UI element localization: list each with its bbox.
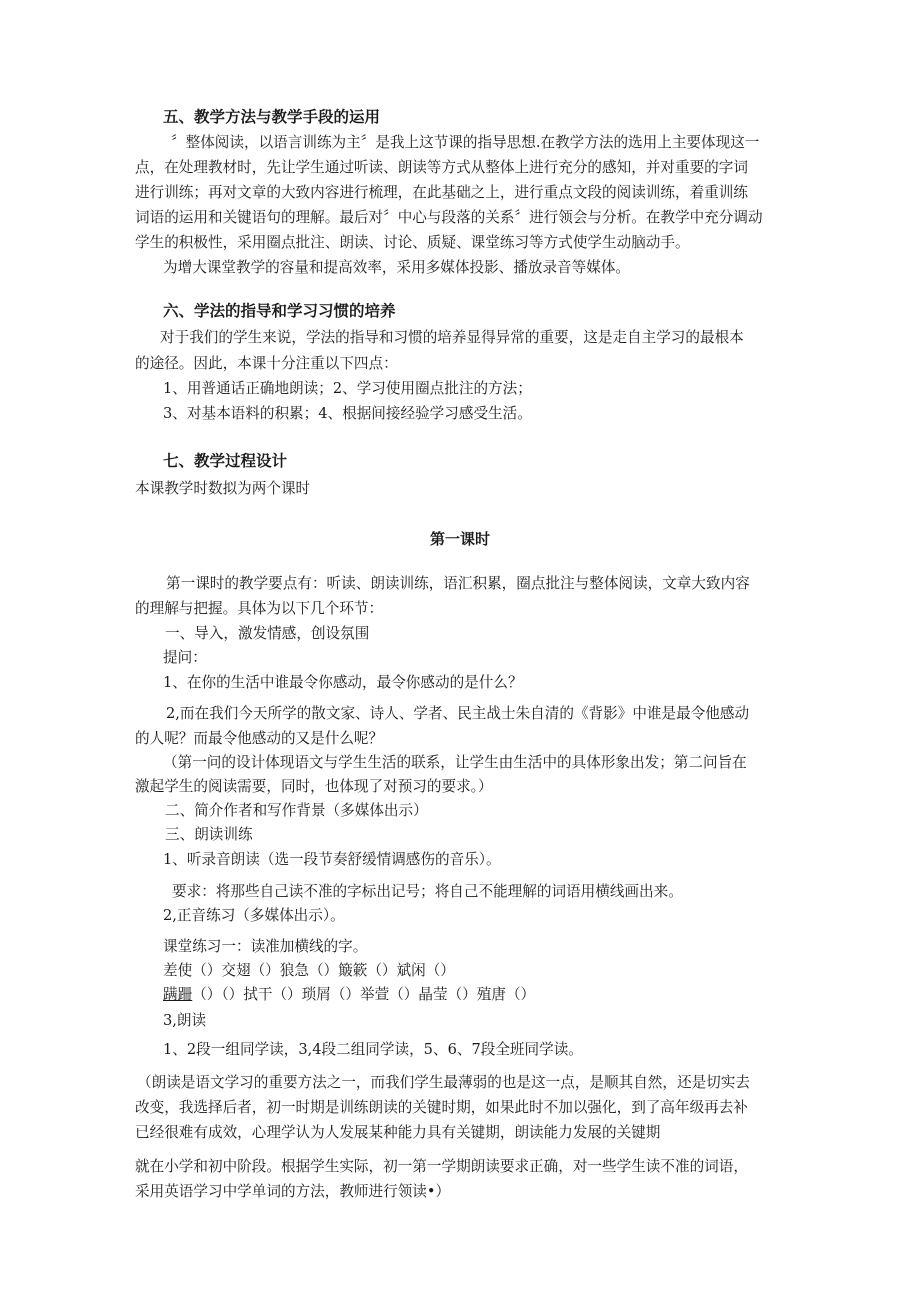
section-heading-7: 七、教学过程设计: [163, 452, 288, 470]
paragraph-line: 本课教学时数拟为两个课时: [135, 480, 311, 497]
reading-detail: 1、2段一组同学读，3,4段二组同学读，5、6、7段全班同学读。: [163, 1041, 583, 1058]
exercise-title: 课堂练习一：读准加横线的字。: [163, 938, 368, 955]
design-note: （第一问的设计体现语文与学生生活的联系，让学生由生活中的具体形象出发；第二问旨在: [163, 754, 747, 771]
paragraph-line: 的理解与把握。具体为以下几个环节：: [135, 600, 384, 617]
lesson-title: 第一课时: [429, 530, 490, 548]
reading-item: 2,正音练习（多媒体出示）。: [163, 907, 345, 924]
design-note: 改变，我选择后者，初一时期是训练朗读的关键时期，如果此时不加以强化，到了高年级再去补: [135, 1099, 748, 1116]
step-heading: 三、朗读训练: [165, 826, 253, 843]
reading-item: 1、听录音朗读（选一段节奏舒缓情调感伤的音乐）。: [163, 851, 501, 868]
paragraph-line: 点，在处理教材时，先让学生通过听读、朗读等方式从整体上进行充分的感知，并对重要的字词: [135, 159, 748, 176]
design-note: 已经很难有成效，心理学认为人发展某种能力具有关键期，朗读能力发展的关键期: [135, 1124, 661, 1141]
design-note: 就在小学和初中阶段。根据学生实际，初一第一学期朗读要求正确，对一些学生读不准的词语，: [135, 1158, 748, 1175]
list-item: 1、用普通话正确地朗读；2、学习使用圈点批注的方法；: [163, 380, 532, 397]
step-heading: 二、简介作者和写作背景（多媒体出示）: [165, 802, 428, 819]
reading-item: 3,朗读: [163, 1012, 207, 1029]
exercise-row: 差使（）交翅（）狼急（）簸簌（）斌闲（）: [163, 962, 455, 979]
paragraph-line: 学生的积极性，采用圈点批注、朗读、讨论、质疑、课堂练习等方式使学生动脑动手。: [135, 234, 690, 251]
paragraph-line: 提问：: [163, 649, 207, 666]
paragraph-line: 对于我们的学生来说，学法的指导和习惯的培养显得异常的重要，这是走自主学习的最根本: [160, 329, 744, 346]
question-2: 2,而在我们今天所学的散文家、诗人、学者、民主战士朱自清的《背影》中谁是最令他感动: [166, 705, 750, 722]
requirement: 要求：将那些自己读不准的字标出记号；将自己不能理解的词语用横线画出来。: [172, 883, 683, 900]
exercise-row: [163, 985, 535, 1005]
design-note: （朗读是语文学习的重要方法之一，而我们学生最薄弱的也是这一点，是顺其自然，还是切实去: [137, 1074, 750, 1091]
exercise-row-rest: （）（）拭干（）琐屑（）举萱（）晶莹（）殖唐（）: [192, 986, 536, 1003]
paragraph-line: 词语的运用和关键语句的理解。最后对〞中心与段落的关系〞进行领会与分析。在教学中充分调动: [135, 209, 763, 226]
underlined-word: 蹒跚: [163, 986, 193, 1003]
paragraph-line: 进行训练；再对文章的大致内容进行梳理，在此基础之上，进行重点文段的阅读训练，着重训练: [135, 184, 748, 201]
paragraph-line: 第一课时的教学要点有：听读、朗读训练，语汇积累，圈点批注与整体阅读，文章大致内容: [166, 575, 750, 592]
step-heading: 一、导入，激发情感，创设氛围: [165, 625, 370, 642]
paragraph-line: 〞整体阅读，以语言训练为主〞是我上这节课的指导思想.在教学方法的选用上主要体现这一: [171, 134, 760, 151]
section-heading-5: 五、教学方法与教学手段的运用: [163, 108, 381, 126]
paragraph-line: 为增大课堂教学的容量和提高效率，采用多媒体投影、播放录音等媒体。: [163, 259, 631, 276]
design-note: 激起学生的阅读需要，同时，也体现了对预习的要求。）: [135, 778, 493, 795]
question-2-cont: 的人呢？而最令他感动的又是什么呢？: [135, 730, 384, 747]
design-note: 采用英语学习中学单词的方法，教师进行领读•）: [135, 1183, 451, 1200]
list-item: 3、对基本语料的积累；4、根据间接经验学习感受生活。: [163, 405, 532, 422]
section-heading-6: 六、学法的指导和学习习惯的培养: [163, 302, 396, 320]
question-1: 1、在你的生活中谁最令你感动，最令你感动的是什么？: [163, 674, 523, 691]
paragraph-line: 的途径。因此，本课十分注重以下四点：: [135, 355, 398, 372]
